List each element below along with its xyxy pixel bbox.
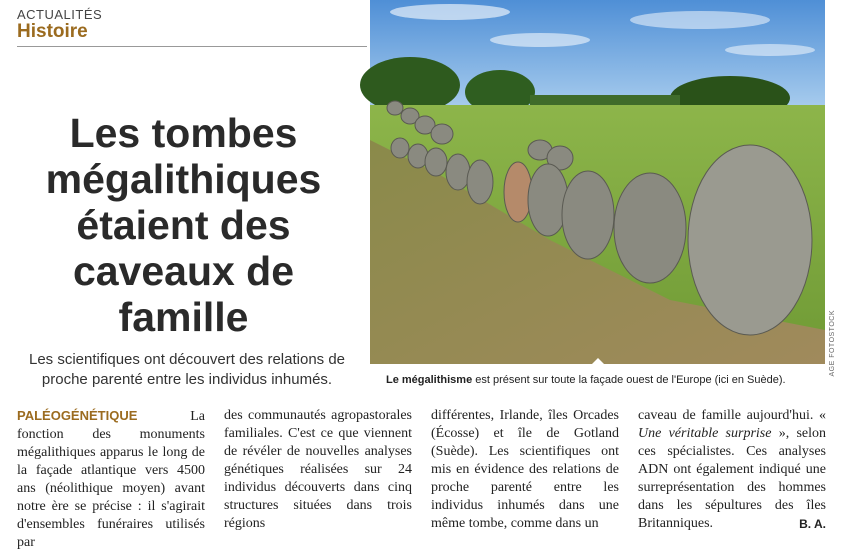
headline-line: famille xyxy=(118,294,249,340)
photo-credit: AGE FOTOSTOCK xyxy=(829,310,836,377)
headline-line: mégalithiques xyxy=(45,156,322,202)
megalith-photo xyxy=(370,0,825,364)
column-text: », selon ces spécialistes. Ces analyses ADN ont également indiqué une surreprésentation des hommes dans les sépultures des îles Britanniques. xyxy=(638,426,826,531)
photo-caption xyxy=(386,374,826,386)
keyword-label: PALÉOGÉNÉTIQUE xyxy=(17,408,138,423)
column-text: caveau de famille aujourd'hui. « xyxy=(638,408,826,423)
article-column-3: différentes, Irlande, îles Orcades (Écosse) et île de Gotland (Suède). Les scientifiques ont mis en évidence des relations de proche parenté entre les individus inhumés dans une même tombe, comme dans un xyxy=(431,408,619,531)
caption-pointer xyxy=(591,358,605,365)
quote-text: Une véritable surprise xyxy=(638,426,772,441)
header-rule xyxy=(17,46,367,47)
standfirst: Les scientifiques ont découvert des relations de proche parenté entre les individus inhumés. xyxy=(28,351,346,388)
headline-line: Les tombes xyxy=(69,110,298,156)
headline xyxy=(17,110,350,340)
section-kicker: ACTUALITÉS xyxy=(17,7,103,22)
caption-text: est présent sur toute la façade ouest de l'Europe (ici en Suède). xyxy=(472,374,786,386)
article-column-1 xyxy=(17,407,205,552)
section-title: Histoire xyxy=(17,21,88,42)
headline-line: caveaux de xyxy=(72,248,295,294)
headline-line: étaient des xyxy=(76,202,291,248)
article-column-2: des communautés agropastorales familiales. C'est ce que viennent de révéler de nouvelles analyses génétiques réalisées sur 24 individus découverts dans cinq structures situées dans trois régions xyxy=(224,408,412,531)
column-text: La fonction des monuments mégalithiques apparus le long de la façade atlantique vers 4500 ans (néolithique moyen) avant notre ère se précise : il s'agirait d'ensembles funéraires utilisés par xyxy=(17,409,205,550)
article-column-4 xyxy=(638,407,826,533)
author-signature: B. A. xyxy=(799,517,826,531)
caption-bold: Le mégalithisme xyxy=(386,374,473,386)
